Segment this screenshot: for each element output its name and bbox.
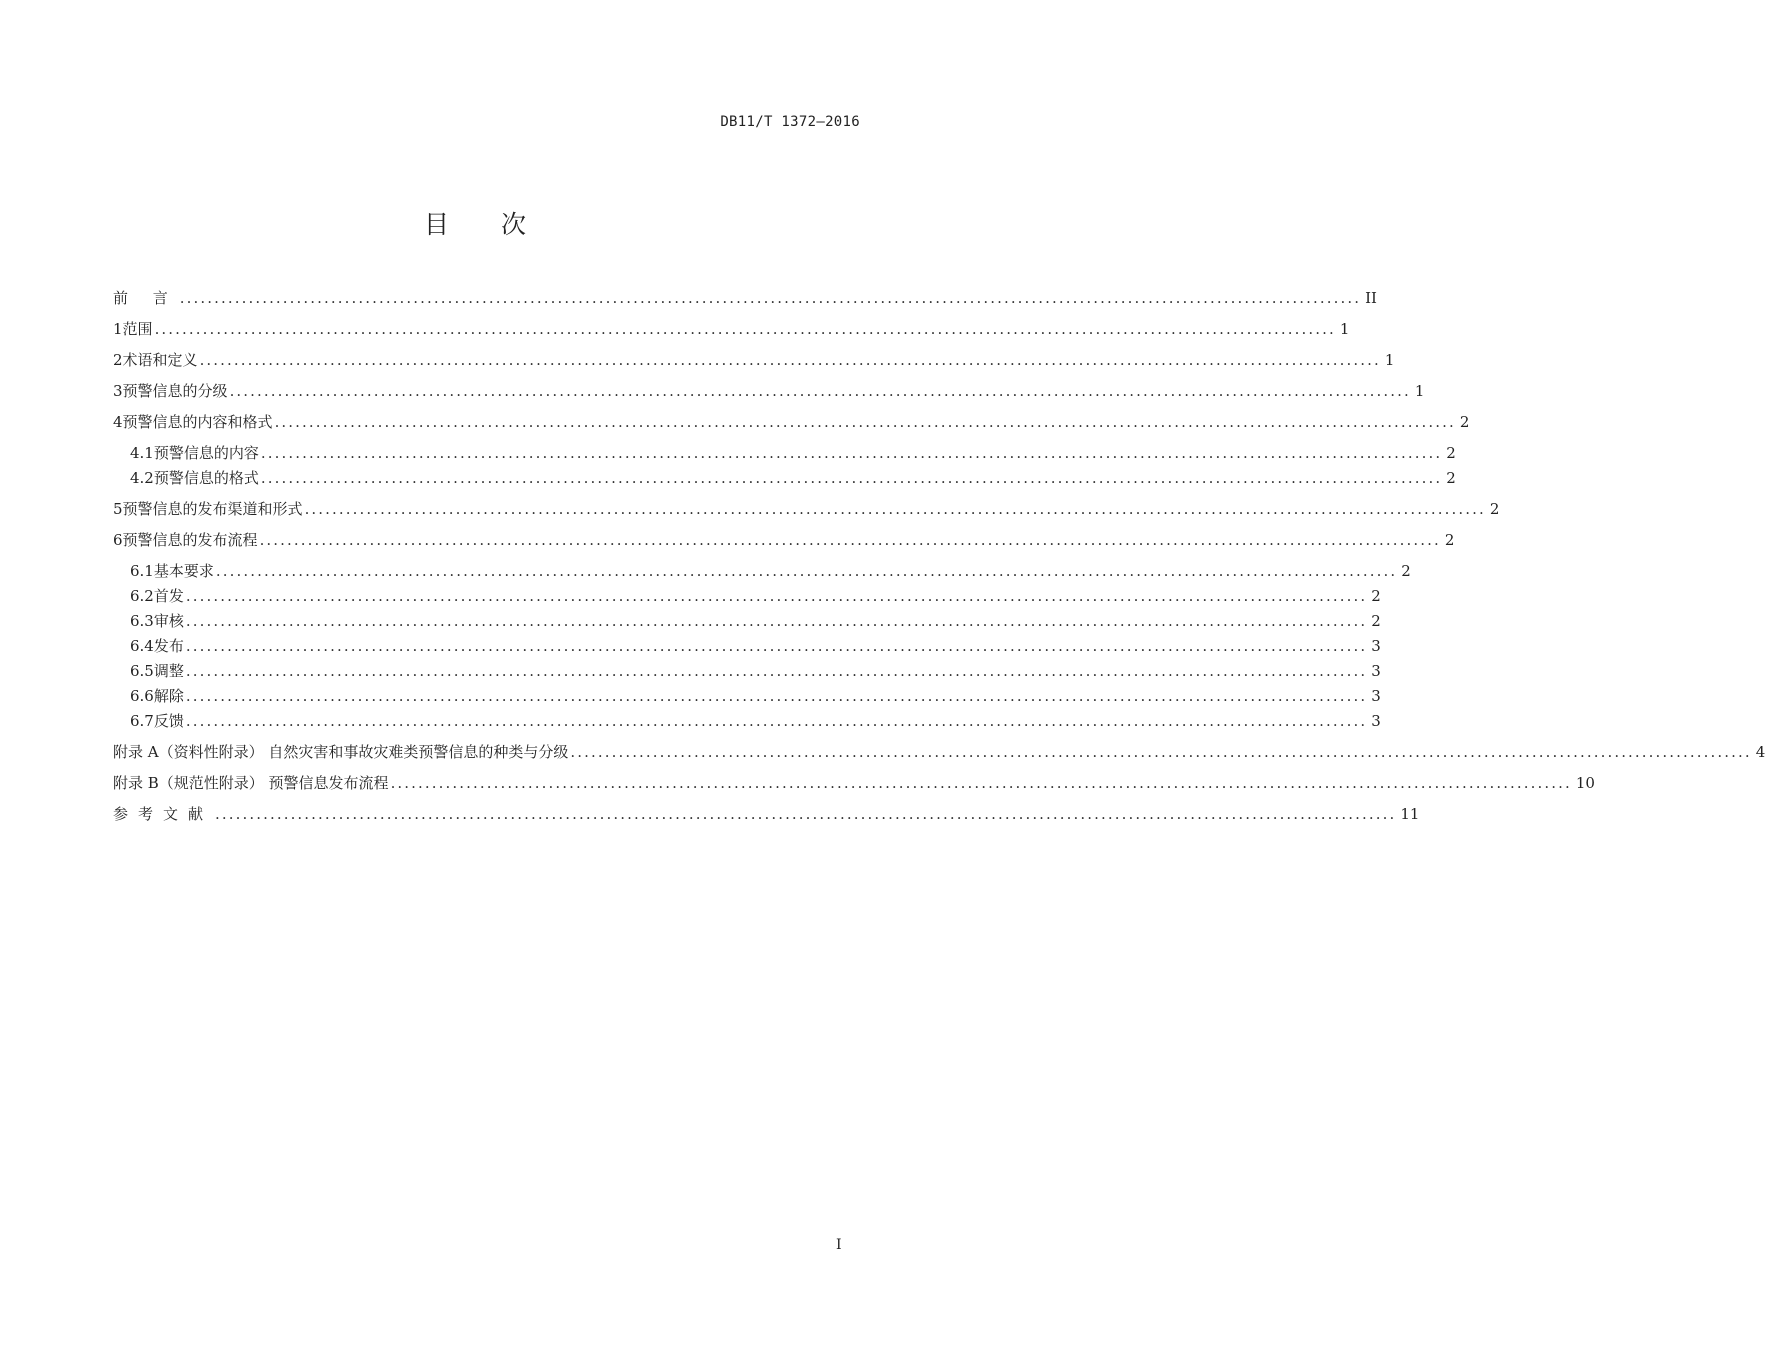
toc-entry-label: 范围 (122, 320, 153, 338)
toc-leader-dots: ............................................................................................................................................................................ (259, 531, 1441, 549)
toc-entry-label: 基本要求 (153, 562, 214, 580)
toc-entry-page: 3 (1371, 662, 1381, 680)
toc-entry-label: 术语和定义 (122, 351, 198, 369)
toc-entry-number: 4 (113, 413, 123, 431)
toc-leader-dots: ............................................................................................................................................................................ (215, 805, 1397, 823)
toc-entry-number: 5 (113, 500, 123, 518)
toc-entry-label: 调整 (153, 662, 184, 680)
toc-entry-5[interactable] (113, 499, 1500, 519)
toc-leader-dots: ............................................................................................................................................................................ (274, 413, 1456, 431)
toc-entry-page: II (1365, 289, 1377, 307)
page-number: I (836, 1237, 842, 1253)
toc-entry-preface[interactable] (113, 288, 1377, 308)
toc-entry-page: 4 (1755, 743, 1765, 761)
toc-leader-dots: ............................................................................................................................................................................ (390, 774, 1572, 792)
toc-entry-label: 参考文献 (113, 805, 214, 823)
toc-leader-dots: ............................................................................................................................................................................ (154, 320, 1336, 338)
toc-entry-4[interactable] (113, 412, 1470, 432)
toc-entry-number: 6.7 (130, 712, 154, 730)
toc-entry-label: 预警信息的格式 (153, 469, 259, 487)
toc-entry-label: 预警信息的内容 (153, 444, 259, 462)
toc-entry-6-5[interactable] (130, 661, 1381, 681)
toc-entry-references[interactable] (113, 804, 1420, 824)
toc-leader-dots: ............................................................................................................................................................................ (179, 289, 1362, 307)
toc-leader-dots: ............................................................................................................................................................................ (185, 687, 1368, 705)
toc-entry-6-3[interactable] (130, 611, 1381, 631)
toc-entry-number: 6.5 (130, 662, 154, 680)
toc-entry-4-1[interactable] (130, 443, 1456, 463)
toc-leader-dots: ............................................................................................................................................................................ (215, 562, 1398, 580)
toc-leader-dots: ............................................................................................................................................................................ (570, 743, 1752, 761)
toc-entry-page: 2 (1444, 531, 1455, 549)
toc-entry-number: 6 (113, 531, 123, 549)
toc-entry-6-6[interactable] (130, 686, 1381, 706)
toc-leader-dots: ............................................................................................................................................................................ (185, 662, 1368, 680)
toc-entry-label: 发布 (153, 637, 184, 655)
toc-entry-6[interactable] (113, 530, 1455, 550)
toc-entry-page: 2 (1446, 444, 1456, 462)
toc-entry-page: 3 (1371, 687, 1381, 705)
toc-entry-page: 3 (1371, 637, 1381, 655)
toc-entry-appendix-b[interactable] (113, 773, 1595, 793)
toc-entry-1[interactable] (113, 319, 1350, 339)
toc-entry-page: 2 (1371, 612, 1381, 630)
toc-title: 目 次 (424, 210, 548, 239)
toc-entry-3[interactable] (113, 381, 1425, 401)
toc-entry-page: 2 (1459, 413, 1470, 431)
toc-entry-page: 11 (1400, 805, 1420, 823)
toc-entry-page: 3 (1371, 712, 1381, 730)
toc-leader-dots: ............................................................................................................................................................................ (229, 382, 1411, 400)
toc-entry-label: 前 言 (113, 289, 178, 307)
toc-entry-appendix-a[interactable] (113, 742, 1765, 762)
toc-entry-2[interactable] (113, 350, 1395, 370)
toc-entry-page: 10 (1575, 774, 1595, 792)
toc-entry-number: 6.4 (130, 637, 154, 655)
toc-entry-page: 2 (1489, 500, 1500, 518)
toc-entry-number: 3 (113, 382, 123, 400)
document-code: DB11/T 1372—2016 (720, 114, 860, 130)
toc-entry-6-2[interactable] (130, 586, 1381, 606)
toc-entry-label: 首发 (153, 587, 184, 605)
toc-entry-number: 4.2 (130, 469, 154, 487)
toc-entry-page: 1 (1414, 382, 1425, 400)
toc-entry-page: 2 (1371, 587, 1381, 605)
toc-entry-page: 1 (1339, 320, 1350, 338)
toc-entry-label: 预警信息的发布渠道和形式 (122, 500, 303, 518)
toc-entry-number: 2 (113, 351, 123, 369)
toc-leader-dots: ............................................................................................................................................................................ (185, 587, 1368, 605)
toc-entry-6-4[interactable] (130, 636, 1381, 656)
toc-entry-6-1[interactable] (130, 561, 1411, 581)
toc-entry-number: 1 (113, 320, 123, 338)
toc-entry-label: 附录 B（规范性附录） 预警信息发布流程 (113, 774, 389, 792)
toc-entry-number: 6.2 (130, 587, 154, 605)
toc-entry-4-2[interactable] (130, 468, 1456, 488)
toc-leader-dots: ............................................................................................................................................................................ (260, 444, 1443, 462)
toc-entry-number: 4.1 (130, 444, 154, 462)
toc-leader-dots: ............................................................................................................................................................................ (199, 351, 1381, 369)
toc-entry-label: 解除 (153, 687, 184, 705)
toc-leader-dots: ............................................................................................................................................................................ (185, 637, 1368, 655)
toc-entry-label: 预警信息的分级 (122, 382, 228, 400)
toc-entry-label: 预警信息的发布流程 (122, 531, 258, 549)
toc-entry-number: 6.1 (130, 562, 154, 580)
toc-entry-label: 反馈 (153, 712, 184, 730)
toc-entry-number: 6.3 (130, 612, 154, 630)
toc-entry-label: 审核 (153, 612, 184, 630)
toc-entry-page: 2 (1401, 562, 1411, 580)
toc-entry-page: 2 (1446, 469, 1456, 487)
toc-leader-dots: ............................................................................................................................................................................ (304, 500, 1486, 518)
toc-leader-dots: ............................................................................................................................................................................ (185, 712, 1368, 730)
toc-leader-dots: ............................................................................................................................................................................ (185, 612, 1368, 630)
toc-entry-label: 预警信息的内容和格式 (122, 413, 273, 431)
toc-leader-dots: ............................................................................................................................................................................ (260, 469, 1443, 487)
toc-entry-number: 6.6 (130, 687, 154, 705)
toc-entry-page: 1 (1384, 351, 1395, 369)
toc-entry-6-7[interactable] (130, 711, 1381, 731)
toc-entry-label: 附录 A（资料性附录） 自然灾害和事故灾难类预警信息的种类与分级 (113, 743, 569, 761)
